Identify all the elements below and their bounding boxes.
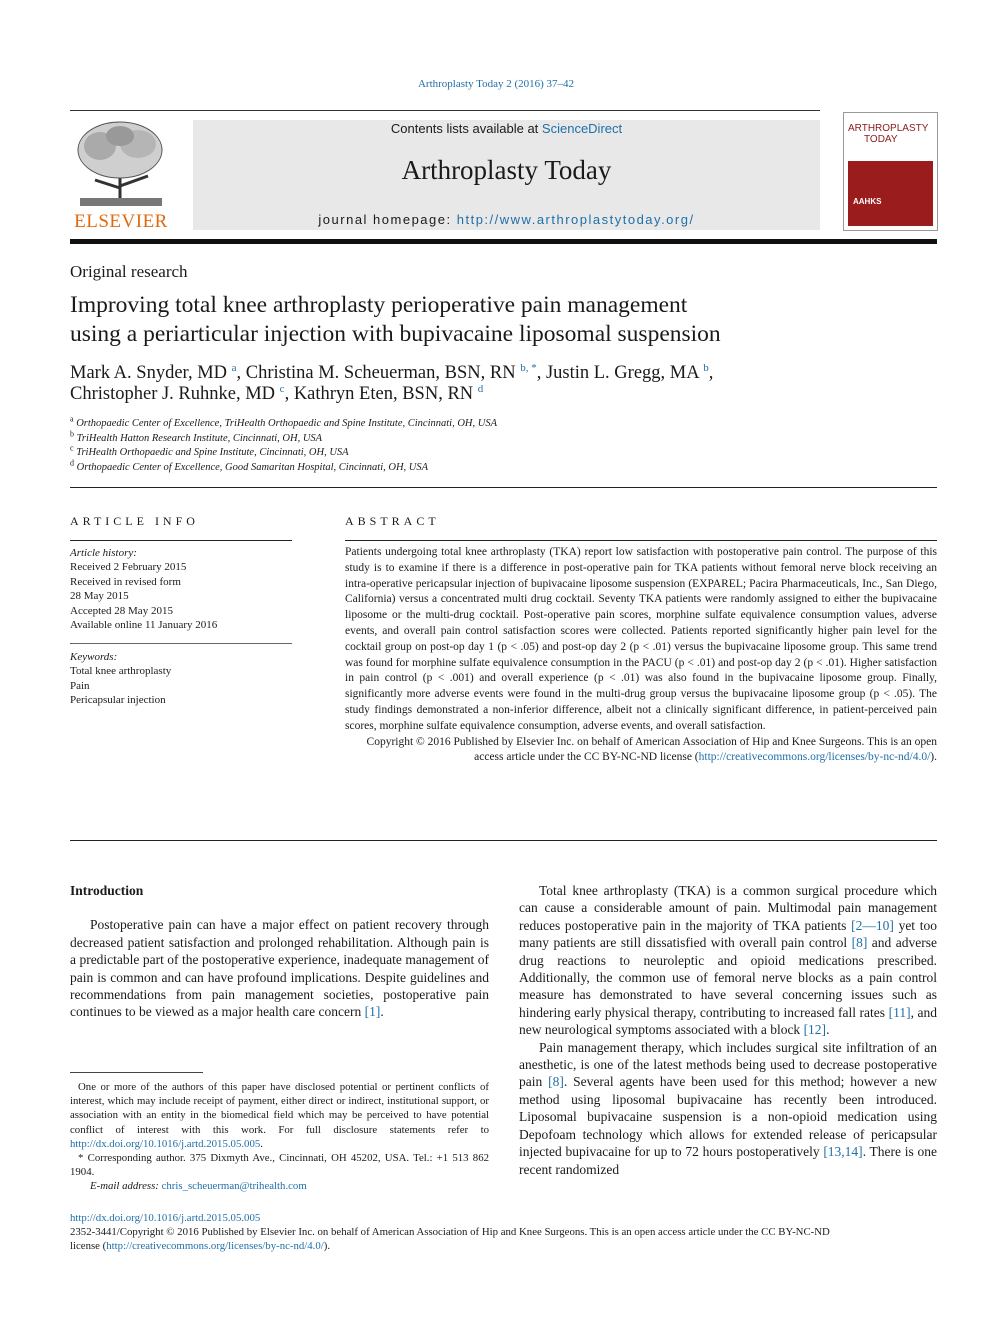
footnote-rule	[70, 1072, 203, 1073]
info-rule	[70, 643, 292, 644]
header-thick-rule	[70, 239, 937, 244]
body-paragraph: Pain management therapy, which includes surgical site infiltration of an anesthetic, is one of the latest methods being used to decrease postoperative pain [8]. Several agents have been used for this method; however a new method using liposomal bupivacaine has recently been introduced. Liposomal bupivacaine suspension is a non-opioid medication using Depofoam technology which allows for extended release of pericapsular injected bupivacaine for up to 72 hours postoperatively [13,14]. There is one recent randomized	[519, 1039, 937, 1177]
journal-cover[interactable]	[843, 112, 938, 231]
author-list: Mark A. Snyder, MD $^a$, Christina M. Scheuerman, BSN, RN $^{b, *}$, Justin L. Gregg, MA $^b$, Christopher J. Ruhnke, MD $^c$, Kathryn Eten, BSN, RN $^d$	[70, 361, 714, 404]
journal-homepage	[193, 212, 820, 227]
author-affiliation-ref[interactable]: c	[279, 382, 285, 395]
abstract-body	[345, 545, 937, 766]
abstract-copyright: Copyright © 2016 Published by Elsevier Inc. on behalf of American Association of Hip and Knee Surgeons. This is an open access article under the CC BY-NC-ND license (http://creativecommons.org/licenses/by-nc-nd/4.0/).	[366, 735, 937, 764]
contents-line	[193, 121, 820, 136]
reference-link[interactable]: [2—10]	[851, 917, 894, 933]
history-item: Received 2 February 2015	[70, 561, 187, 574]
footnotes	[70, 1080, 489, 1194]
abstract-text: Patients undergoing total knee arthroplasty (TKA) report low satisfaction with postoperative pain control. The purpose of this study is to examine if there is a difference in post-operative pain for TKA patients without femoral nerve block receiving an intra-operative pericapsular injection of bupivacaine liposome suspension (EXPAREL; Pacira Pharmaceuticals, Inc., San Diego, California) versus a concentrated multi drug cocktail. Seventy TKA patients were randomly assigned to either the bupivacaine liposome or the multi-drug cocktail. Post-operative pain scores, morphine sulfate equivalence consumption values, adverse events, and overall pain control satisfaction scores were collected. Patients reported significantly higher pain level for the cocktail group on post-op day 1 (p < .05) and post-op day 2 (p < .01) versus the bupivacaine liposome group. This same trend was found for morphine sulfate equivalence consumption in the PACU (p < .01) and post-op day 2 (p < .01). Higher satisfaction in pain control (p < .001) and overall experience (p < .01) was also found in the bupivacaine liposome group. Finally, significantly more adverse events were found in the multi-drug group versus the bupivacaine liposome group (p < .05). The study findings demonstrated a non-inferior difference, albeit not a clinically significant difference, in patient-perceived pain scores, morphine sulfate equivalence consumption, adverse events, and overall satisfaction.	[345, 546, 937, 732]
article-info-heading: ARTICLE INFO	[70, 514, 199, 528]
affiliation-list	[70, 414, 930, 475]
author-name: Kathryn Eten, BSN, RN	[293, 384, 474, 404]
body-column-left	[70, 882, 489, 1021]
email-footnote: E-mail address: chris_scheuerman@trihealth.com	[90, 1180, 307, 1193]
corresponding-footnote: * Corresponding author. 375 Dixmyth Ave., Cincinnati, OH 45202, USA. Tel.: +1 513 862 1904.	[70, 1152, 489, 1179]
email-link[interactable]: chris_scheuerman@trihealth.com	[161, 1180, 307, 1193]
disclosure-link[interactable]: http://dx.doi.org/10.1016/j.artd.2015.05.005	[70, 1137, 261, 1150]
body-paragraph: Postoperative pain can have a major effect on patient recovery through decreased patient satisfaction and prolonged rehabilitation. Although pain is a predictable part of the postoperative experience, inadequate management of pain is common and can have profound implications. Despite guidelines and recommendations from pain management societies, postoperative pain continues to be viewed as a major health care concern [1].	[70, 917, 489, 1020]
keyword-item: Pericapsular injection	[70, 694, 166, 707]
history-item: Received in revised form	[70, 575, 181, 588]
section-heading: Introduction	[70, 883, 144, 898]
author-name: Justin L. Gregg, MA	[545, 363, 699, 383]
disclosure-footnote: One or more of the authors of this paper have disclosed potential or pertinent conflicts of interest, which may include receipt of payment, either direct or indirect, institutional support, or association with an entity in the biomedical field which may be perceived to have potential conflict of interest with this work. For full disclosure statements refer to http://dx.doi.org/10.1016/j.artd.2015.05.005.	[70, 1081, 489, 1150]
affiliation-item: $^d$ Orthopaedic Center of Excellence, Good Samaritan Hospital, Cincinnati, OH, USA	[70, 458, 429, 473]
author-name: Mark A. Snyder, MD	[70, 363, 228, 383]
affiliation-item: $^a$ Orthopaedic Center of Excellence, TriHealth Orthopaedic and Spine Institute, Cincinnati, OH, USA	[70, 414, 497, 429]
issn-line: 2352-3441/Copyright © 2016 Published by Elsevier Inc. on behalf of American Association of Hip and Knee Surgeons. This is an open access article under the CC BY-NC-ND	[70, 1226, 830, 1239]
author-affiliation-ref[interactable]: a	[231, 361, 237, 374]
author-affiliation-ref[interactable]: b, *	[520, 361, 537, 374]
body-paragraph: Total knee arthroplasty (TKA) is a common surgical procedure which can cause a considerable amount of pain. Multimodal pain management reduces postoperative pain in the majority of TKA patients [2—10] yet too many patients are still dissatisfied with overall pain control [8] and adverse drug reactions to neuroleptic and opioid medications prescribed. Additionally, the common use of femoral nerve blocks as a pain control measure has demonstrated to have several concerning issues such as hindering early physical therapy, contributing to increased fall rates [11], and new neurological symptoms associated with a block [12].	[519, 883, 937, 1038]
abstract-rule	[345, 540, 937, 541]
contents-prefix: Contents lists available at	[390, 121, 539, 136]
affiliation-item: $^b$ TriHealth Hatton Research Institute, Cincinnati, OH, USA	[70, 429, 323, 444]
elsevier-wordmark: ELSEVIER	[74, 211, 168, 232]
reference-link[interactable]: [13,14]	[823, 1144, 863, 1160]
header-rule	[70, 110, 820, 111]
footer-license-link[interactable]: http://creativecommons.org/licenses/by-nc-nd/4.0/	[106, 1240, 324, 1253]
body-column-right	[519, 882, 937, 1178]
reference-link[interactable]: [11]	[888, 1004, 911, 1020]
reference-link[interactable]: [8]	[851, 935, 868, 951]
homepage-link[interactable]: http://www.arthroplastytoday.org/	[456, 212, 695, 227]
author-affiliation-ref[interactable]: b	[703, 361, 709, 374]
sciencedirect-link[interactable]: ScienceDirect	[541, 121, 623, 136]
history-item: 28 May 2015	[70, 590, 129, 603]
keyword-item: Pain	[70, 679, 90, 692]
section-rule	[70, 840, 937, 841]
doi-link[interactable]: http://dx.doi.org/10.1016/j.artd.2015.05.005	[70, 1212, 261, 1224]
author-name: Christina M. Scheuerman, BSN, RN	[245, 363, 516, 383]
author-affiliation-ref[interactable]: d	[477, 382, 484, 395]
article-title: Improving total knee arthroplasty perioperative pain management using a periarticular injection with bupivacaine liposomal suspension	[70, 292, 721, 347]
cover-title: ARTHROPLASTY TODAY	[848, 123, 929, 145]
reference-link[interactable]: [12]	[803, 1022, 827, 1038]
info-rule	[70, 540, 292, 541]
article-history: Article history: Received 2 February 2015 Received in revised form 28 May 2015 Accepted 28 May 2015 Available online 11 January 2016	[70, 546, 292, 632]
cover-image	[848, 161, 933, 226]
reference-link[interactable]: [8]	[548, 1074, 564, 1090]
journal-citation[interactable]: Arthroplasty Today 2 (2016) 37–42	[417, 78, 575, 90]
keyword-item: Total knee arthroplasty	[70, 665, 172, 678]
page-footer	[70, 1211, 937, 1254]
footer-license: license (http://creativecommons.org/licenses/by-nc-nd/4.0/).	[70, 1240, 331, 1253]
article-type: Original research	[70, 262, 188, 281]
journal-title: Arthroplasty Today	[401, 155, 612, 185]
section-rule	[70, 487, 937, 488]
history-item: Available online 11 January 2016	[70, 619, 218, 632]
cover-aahks-logo: AAHKS	[853, 197, 882, 206]
homepage-prefix: journal homepage:	[318, 212, 452, 227]
license-link[interactable]: http://creativecommons.org/licenses/by-nc-nd/4.0/	[698, 751, 931, 764]
abstract-heading: ABSTRACT	[345, 514, 440, 528]
keywords: Keywords: Total knee arthroplasty Pain Pericapsular injection	[70, 650, 292, 708]
author-name: Christopher J. Ruhnke, MD	[70, 384, 276, 404]
affiliation-item: $^c$ TriHealth Orthopaedic and Spine Institute, Cincinnati, OH, USA	[70, 443, 349, 458]
reference-link[interactable]: [1]	[364, 1004, 381, 1020]
history-item: Accepted 28 May 2015	[70, 604, 173, 617]
